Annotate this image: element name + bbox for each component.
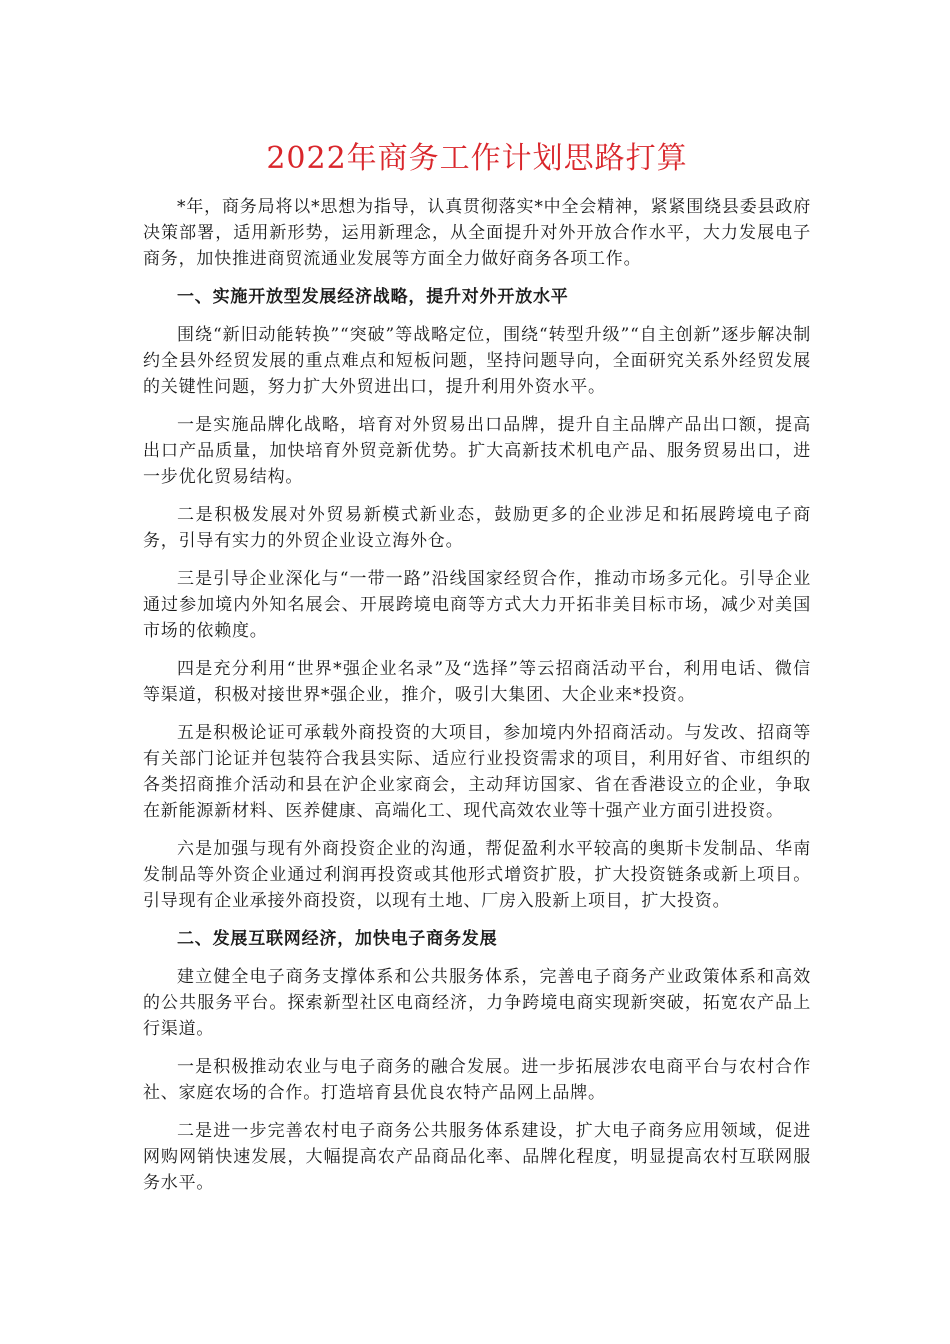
document-title: 2022年商务工作计划思路打算 xyxy=(266,141,688,176)
paragraph: 围绕“新旧动能转换”“突破”等战略定位，围绕“转型升级”“自主创新”逐步解决制约全县外经贸发展的重点难点和短板问题，坚持问题导向，全面研究关系外经贸发展的关键性问题，努力扩大外贸进出口，提升利用外资水平。 xyxy=(143,325,811,397)
paragraph: 四是充分利用“世界*强企业名录”及“选择”等云招商活动平台，利用电话、微信等渠道，积极对接世界*强企业，推介，吸引大集团、大企业来*投资。 xyxy=(143,659,811,705)
paragraph: 六是加强与现有外商投资企业的沟通，帮促盈利水平较高的奥斯卡发制品、华南发制品等外资企业通过利润再投资或其他形式增资扩股，扩大投资链条或新上项目。引导现有企业承接外商投资，以现有土地、厂房入股新上项目，扩大投资。 xyxy=(143,839,811,911)
document-page xyxy=(143,138,811,1208)
paragraph: 三是引导企业深化与“一带一路”沿线国家经贸合作，推动市场多元化。引导企业通过参加境内外知名展会、开展跨境电商等方式大力开拓非美目标市场，减少对美国市场的依赖度。 xyxy=(143,569,811,641)
paragraph: 二是积极发展对外贸易新模式新业态，鼓励更多的企业涉足和拓展跨境电子商务，引导有实力的外贸企业设立海外仓。 xyxy=(143,505,811,551)
section-heading-2: 二、发展互联网经济，加快电子商务发展 xyxy=(177,929,498,949)
paragraph: 建立健全电子商务支撑体系和公共服务体系，完善电子商务产业政策体系和高效的公共服务平台。探索新型社区电商经济，力争跨境电商实现新突破，拓宽农产品上行渠道。 xyxy=(143,967,811,1039)
paragraph: 一是积极推动农业与电子商务的融合发展。进一步拓展涉农电商平台与农村合作社、家庭农场的合作。打造培育县优良农特产品网上品牌。 xyxy=(143,1057,811,1103)
paragraph: 二是进一步完善农村电子商务公共服务体系建设，扩大电子商务应用领域，促进网购网销快速发展，大幅提高农产品商品化率、品牌化程度，明显提高农村互联网服务水平。 xyxy=(143,1121,811,1193)
section-heading-1: 一、实施开放型发展经济战略，提升对外开放水平 xyxy=(177,287,569,307)
paragraph: 一是实施品牌化战略，培育对外贸易出口品牌，提升自主品牌产品出口额，提高出口产品质量，加快培育外贸竞新优势。扩大高新技术机电产品、服务贸易出口，进一步优化贸易结构。 xyxy=(143,415,811,487)
document-body xyxy=(143,194,811,1196)
paragraph-intro: *年，商务局将以*思想为指导，认真贯彻落实*中全会精神，紧紧围绕县委县政府决策部署，适用新形势，运用新理念，从全面提升对外开放合作水平，大力发展电子商务，加快推进商贸流通业发展等方面全力做好商务各项工作。 xyxy=(143,197,811,269)
paragraph: 五是积极论证可承载外商投资的大项目，参加境内外招商活动。与发改、招商等有关部门论证并包装符合我县实际、适应行业投资需求的项目，利用好省、市组织的各类招商推介活动和县在沪企业家商会，主动拜访国家、省在香港设立的企业，争取在新能源新材料、医养健康、高端化工、现代高效农业等十强产业方面引进投资。 xyxy=(143,723,811,821)
